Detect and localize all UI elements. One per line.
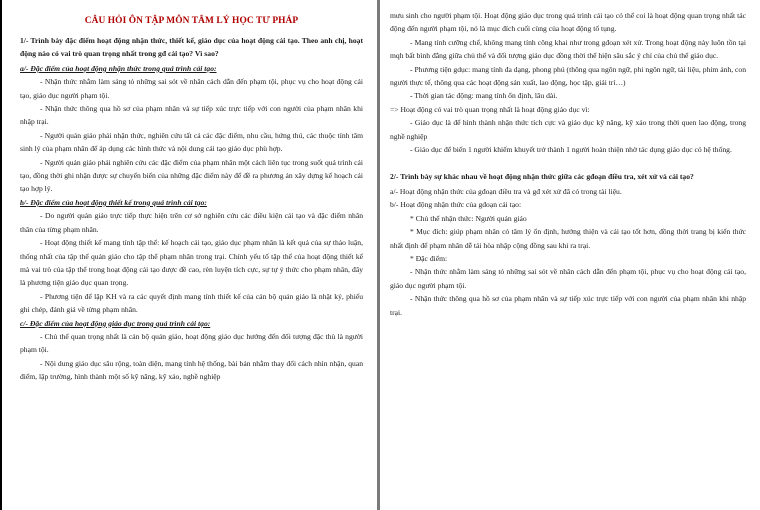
conclusion: => Hoạt động có vai trò quan trọng nhất là hoạt động giáo dục vì:: [390, 104, 590, 114]
section-a-heading: a/- Đặc điểm của hoạt động nhận thức trong quá trình cải tạo:: [20, 63, 217, 73]
paragraph: - Do người quản giáo trực tiếp thực hiện trên cơ sở nghiên cứu các điều kiện cải tạo và đặc điểm nhân thân của từng phạm nhân.: [20, 211, 363, 234]
document-title: CÂU HỎI ÔN TẬP MÔN TÂM LÝ HỌC TƯ PHÁP: [84, 16, 299, 26]
paragraph: - Nhận thức nhằm làm sáng tỏ những sai sót về nhân cách dẫn đến phạm tội, phục vụ cho hoạt động cải tạo, giáo dục người phạm tội.: [20, 77, 363, 100]
paragraph: * Chủ thể nhận thức: Người quản giáo: [410, 213, 527, 223]
paragraph: - Nội dung giáo dục sâu rộng, toàn diện, mang tính hệ thống, bài bản nhằm thay đổi cách nhìn nhận, quan điểm, lập trường, hình thành một số kỹ năng, kỹ xảo, nghề nghiệp: [20, 358, 363, 382]
paragraph: - Mang tính cưỡng chế, không mang tính công khai như trong gđoạn xét xử. Trong hoạt động này luôn tồn tại mqh bất bình đẳng giữa chủ thể và đối tượng giáo dục đồng thời thể hiện sâu sắc ý chí của chủ thể giáo dục.: [390, 37, 746, 61]
paragraph: - Thời gian tác động: mang tính ổn định, lâu dài.: [410, 91, 558, 101]
document-page-left: [0, 0, 377, 510]
section-c-heading: c/- Đặc điểm của hoạt động giáo dục trong quá trình cải tạo:: [20, 318, 211, 328]
paragraph: * Đặc điểm:: [410, 253, 448, 263]
paragraph: a/- Hoạt động nhận thức của gđoạn điều tra và gđ xét xử đã có trong tài liệu.: [390, 186, 622, 196]
paragraph: - Giáo dục là để hình thành nhận thức tích cực và giáo dục kỹ năng, kỹ xảo trong thời quen lao động, trong nghề nghiệp: [390, 118, 746, 141]
paragraph: - Nhận thức thông qua hồ sơ của phạm nhân và sự tiếp xúc trực tiếp với con người của phạm nhân khi nhập trại.: [390, 294, 746, 317]
paragraph: - Hoạt động thiết kế mang tính tập thể: kế hoạch cải tạo, giáo dục phạm nhân là kết quả của sự thảo luận, thống nhất của tập thể quản giáo cho tập thể phạm nhân trong trại. Chính yếu tố tập thể của hoạt động thiết kế mà vai trò của tập thể trong hoạt động cải tạo được đề cao, rèn luyện tích cực, sự tự ý thức cho phạm nhân, đây là phương tiện giáo dục quan trọng.: [20, 238, 363, 288]
paragraph: * Mục đích: giúp phạm nhân có tâm lý ổn định, hướng thiện và cải tạo tốt hơn, đồng thời trang bị kiến thức nhất định để phạm nhân dễ tái hòa nhập cộng đồng sau khi ra trại.: [390, 227, 746, 250]
question-2: 2/- Trình bày sự khác nhau về hoạt động nhận thức giữa các gđoạn điều tra, xét xử và cải tạo?: [390, 172, 694, 182]
spacer: [390, 156, 746, 170]
paragraph: - Chủ thể quan trọng nhất là cán bộ quản giáo, hoạt động giáo dục hướng đến đối tượng đặc thù là người phạm tội.: [20, 331, 363, 355]
paragraph: - Phương tiện gdục: mang tính đa dạng, phong phú (thông qua ngôn ngữ, phi ngôn ngữ, tài liệu, phim ảnh, con người thực tế, thông qua các hoạt động sản xuất, lao động, học tập, giải trí…): [390, 64, 746, 88]
paragraph: - Giáo dục để biến 1 người khiếm khuyết trở thành 1 người hoàn thiện nhờ tác dụng giáo dục có hệ thống.: [410, 145, 732, 155]
paragraph: - Nhận thức thông qua hồ sơ của phạm nhân và sự tiếp xúc trực tiếp với con người của phạm nhân khi nhập trại.: [20, 104, 363, 127]
paragraph: - Phương tiện để lập KH và ra các quyết định mang tính thiết kế của cán bộ quản giáo là nhật ký, phiếu ghi chép, đánh giá về từng phạm nhân.: [20, 291, 363, 315]
question-1: 1/- Trình bày đặc điểm hoạt động nhận thức, thiết kế, giáo dục của hoạt động cải tạo. Theo anh chị, hoạt động nào có vai trò quan trọng nhất trong gđ cải tạo? Vì sao?: [20, 36, 363, 59]
document-page-right: [380, 0, 760, 510]
section-b-heading: b/- Đặc điểm của hoạt động thiết kế trong quá trình cải tạo:: [20, 197, 207, 207]
paragraph: mưu sinh cho người phạm tội. Hoạt động giáo dục trong quá trình cải tạo có thể coi là hoạt động quan trọng nhất tác động đến người phạm tội, nó là mục đích cuối cùng của hoạt động tố tụng.: [390, 11, 746, 34]
paragraph: - Nhận thức nhằm làm sáng tỏ những sai sót về nhân cách dẫn đến phạm tội, phục vụ cho hoạt động cải tạo, giáo dục người phạm tội.: [390, 267, 746, 290]
paragraph: - Người quản giáo phải nghiên cứu các đặc điểm của phạm nhân một cách liên tục trong suốt quá trình cải tạo, đồng thời ghi nhận được sự chuyển biến của những đặc điểm này để đề ra phương án xây dựng kế hoạch cải tạo hợp lý.: [20, 157, 363, 194]
paragraph: b/- Hoạt động nhận thức của gđoạn cải tạo:: [390, 200, 522, 210]
paragraph: - Người quản giáo phải nhận thức, nghiên cứu tất cả các đặc điểm, nhu cầu, hứng thú, các thuộc tính tâm sinh lý của phạm nhân để áp dụng các hình thức và nội dung cải tạo giáo dục phù hợp.: [20, 130, 363, 154]
